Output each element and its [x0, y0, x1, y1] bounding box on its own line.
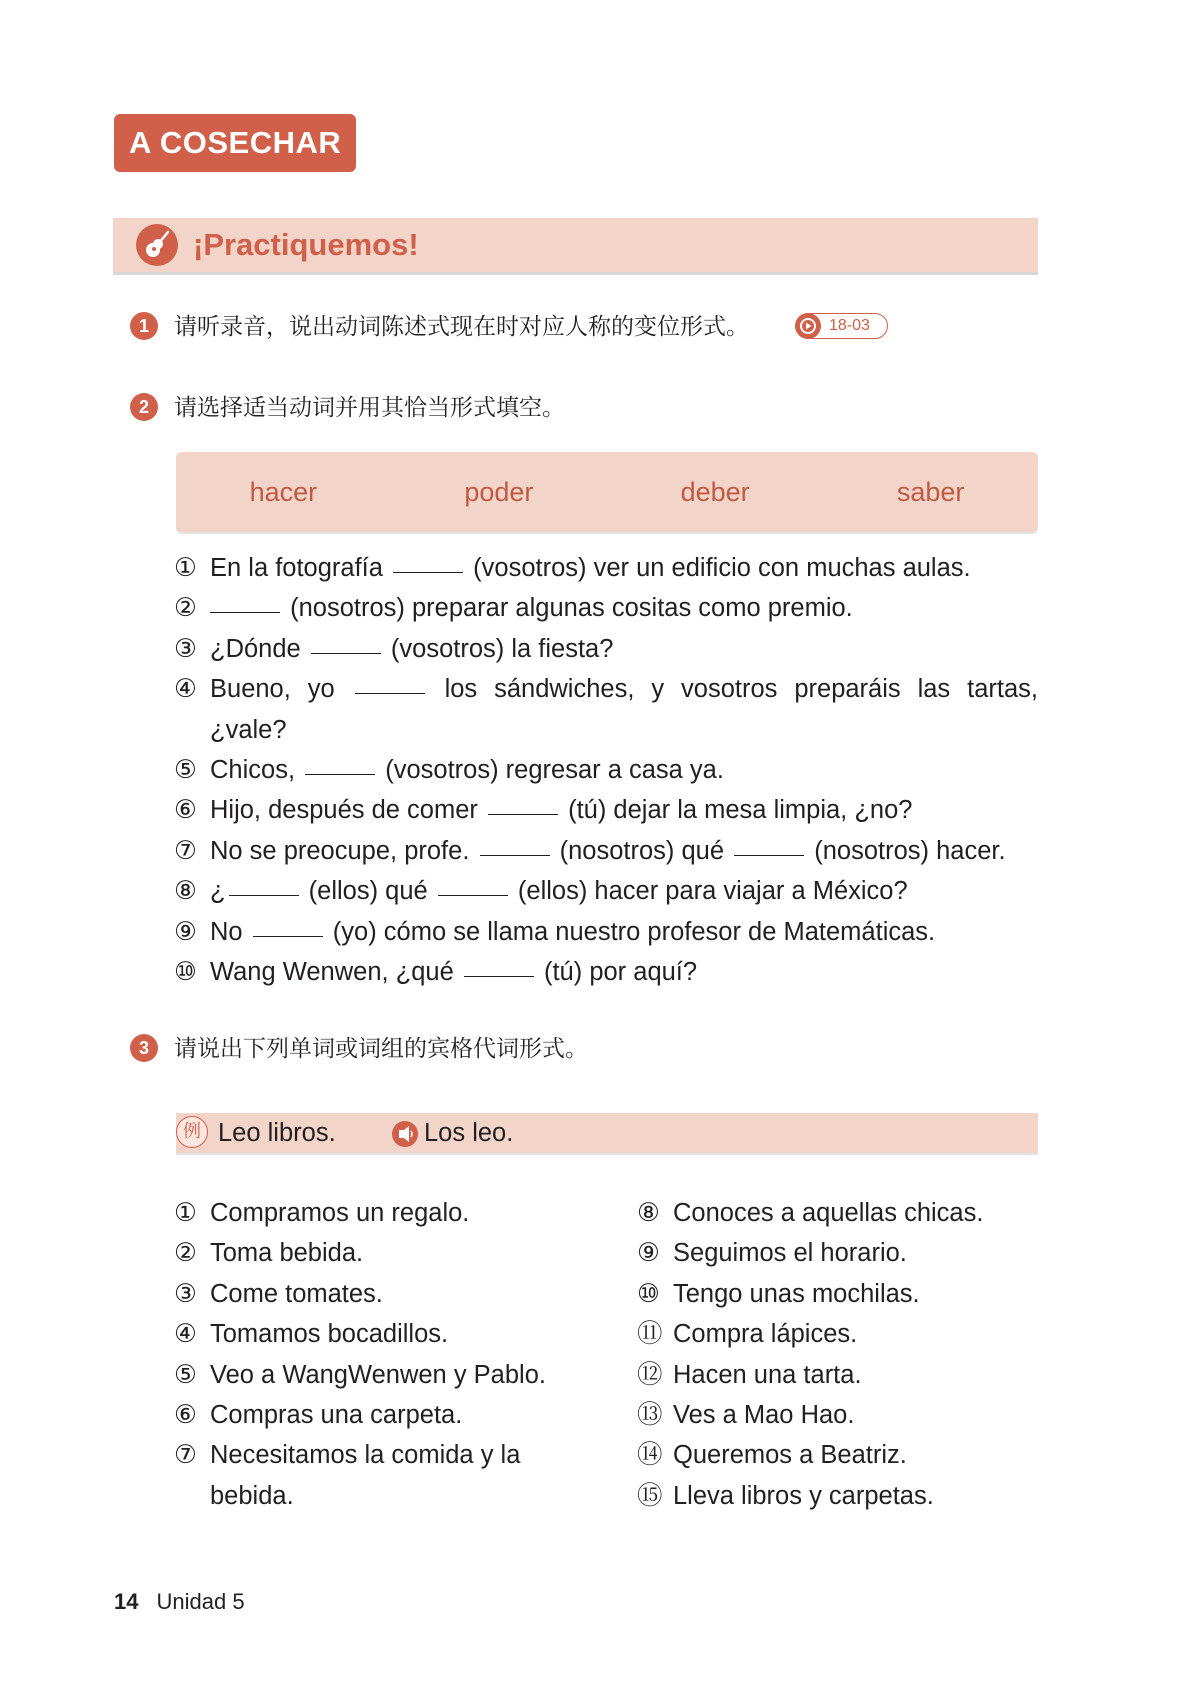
item-text: En la fotografía — [210, 554, 383, 582]
item-number: ⑧ — [637, 1199, 660, 1227]
answer-blank[interactable] — [438, 894, 508, 896]
item-text: Hacen una tarta. — [673, 1360, 862, 1389]
list-item — [637, 1193, 1037, 1233]
list-item — [174, 669, 1038, 750]
list-item — [637, 1355, 1037, 1395]
answer-blank[interactable] — [464, 975, 534, 977]
answer-blank[interactable] — [480, 854, 550, 856]
list-item — [174, 1193, 554, 1233]
item-text: (tú) dejar la mesa limpia, ¿no? — [568, 796, 913, 825]
question-text: 请听录音，说出动词陈述式现在时对应人称的变位形式。 — [174, 313, 749, 339]
guitar-icon — [136, 224, 178, 266]
item-number: ⑥ — [174, 1401, 197, 1430]
item-number: ② — [174, 1239, 197, 1268]
item-text: ¿ — [210, 877, 226, 906]
list-item — [174, 831, 1038, 871]
item-number: ⑦ — [174, 836, 197, 865]
audio-track-code: 18-03 — [829, 317, 870, 334]
answer-blank[interactable] — [305, 773, 375, 775]
list-item — [174, 1233, 554, 1273]
question-number: 2 — [130, 393, 158, 421]
play-icon — [795, 313, 821, 339]
item-number: ⑩ — [637, 1279, 660, 1308]
page-footer — [114, 1586, 245, 1618]
answer-blank[interactable] — [229, 894, 299, 896]
item-text: (vosotros) regresar a casa ya. — [385, 756, 724, 785]
item-number: ⑭ — [637, 1441, 663, 1470]
item-text: Tomamos bocadillos. — [210, 1320, 449, 1349]
page-number: 14 — [114, 1589, 139, 1614]
item-text: Veo a WangWenwen y Pablo. — [210, 1360, 546, 1389]
pronoun-list-left — [174, 1193, 554, 1516]
word-bank-item: poder — [464, 476, 534, 507]
example-sentence: Leo libros. — [218, 1119, 336, 1147]
item-text: (nosotros) qué — [559, 836, 725, 865]
item-text: (vosotros) la fiesta? — [390, 634, 614, 663]
item-number: ③ — [174, 634, 197, 663]
item-number: ① — [174, 1199, 197, 1227]
item-number: ⑧ — [174, 877, 197, 906]
list-item — [174, 588, 1038, 628]
item-text: Conoces a aquellas chicas. — [673, 1199, 984, 1227]
item-number: ⑪ — [637, 1320, 663, 1349]
list-item — [174, 952, 1038, 992]
item-text: Necesitamos la comida y la bebida. — [210, 1441, 521, 1510]
item-number: ③ — [174, 1279, 197, 1308]
list-item — [174, 1395, 554, 1435]
answer-icon — [392, 1121, 418, 1147]
item-number: ⑤ — [174, 756, 197, 785]
item-text: Lleva libros y carpetas. — [673, 1481, 934, 1510]
item-text: Compramos un regalo. — [210, 1199, 470, 1227]
item-text: Queremos a Beatriz. — [673, 1441, 907, 1470]
item-number: ⑥ — [174, 796, 197, 825]
word-bank-item: hacer — [249, 476, 318, 507]
answer-blank[interactable] — [210, 611, 280, 613]
answer-blank[interactable] — [253, 935, 323, 937]
answer-blank[interactable] — [355, 692, 425, 694]
item-text: Compras una carpeta. — [210, 1401, 463, 1430]
list-item — [637, 1435, 1037, 1475]
list-item — [637, 1476, 1037, 1516]
item-text: los sándwiches, y vosotros preparáis las tartas, — [444, 675, 1038, 704]
question-text: 请说出下列单词或词组的宾格代词形式。 — [174, 1035, 588, 1061]
item-number: ⑮ — [637, 1481, 663, 1510]
list-item — [174, 750, 1038, 790]
item-text: Wang Wenwen, ¿qué — [210, 958, 454, 987]
item-text: No — [210, 917, 243, 946]
answer-blank[interactable] — [734, 854, 804, 856]
practice-banner — [113, 218, 1038, 272]
fill-blank-list — [174, 548, 1038, 992]
item-number: ⑦ — [174, 1441, 197, 1470]
list-item — [637, 1395, 1037, 1435]
list-item — [174, 1274, 554, 1314]
answer-blank[interactable] — [488, 813, 558, 815]
item-text: (tú) por aquí? — [543, 958, 698, 987]
list-item — [174, 1314, 554, 1354]
item-number: ④ — [174, 675, 197, 704]
list-item — [174, 790, 1038, 830]
question-number: 1 — [130, 312, 158, 340]
item-number: ⑤ — [174, 1360, 197, 1389]
example-badge: 例 — [176, 1116, 208, 1148]
item-text: ¿Dónde — [210, 634, 301, 663]
item-text: (ellos) qué — [308, 877, 428, 906]
item-number: ② — [174, 594, 197, 623]
list-item — [637, 1233, 1037, 1273]
example-answer: Los leo. — [424, 1119, 514, 1147]
pronoun-list-right — [637, 1193, 1037, 1516]
word-bank — [176, 452, 1038, 532]
item-number: ⑨ — [174, 917, 197, 946]
section-tag: A COSECHAR — [114, 114, 356, 172]
list-item — [174, 1355, 554, 1395]
practice-title: ¡Practiquemos! — [193, 227, 419, 262]
list-item — [637, 1274, 1037, 1314]
item-text: (nosotros) hacer. — [814, 836, 1006, 865]
question-number: 3 — [130, 1034, 158, 1062]
item-text: Come tomates. — [210, 1279, 383, 1308]
item-text: Bueno, yo — [210, 675, 335, 704]
item-number: ⑨ — [637, 1239, 660, 1268]
list-item — [174, 912, 1038, 952]
list-item — [174, 548, 1038, 588]
item-text: Toma bebida. — [210, 1239, 364, 1268]
item-text: No se preocupe, profe. — [210, 836, 470, 865]
item-text: Hijo, después de comer — [210, 796, 478, 825]
item-text: Seguimos el horario. — [673, 1239, 907, 1268]
list-item — [174, 629, 1038, 669]
list-item — [174, 871, 1038, 911]
audio-track-button[interactable] — [796, 313, 888, 339]
item-text: Chicos, — [210, 756, 296, 785]
word-bank-item: deber — [680, 476, 750, 507]
item-text: (ellos) hacer para viajar a México? — [517, 877, 908, 906]
unit-label: Unidad 5 — [156, 1589, 245, 1614]
word-bank-item: saber — [896, 476, 965, 507]
item-text: ¿vale? — [210, 715, 287, 744]
item-number: ⑫ — [637, 1360, 663, 1389]
answer-blank[interactable] — [393, 571, 463, 573]
list-item — [637, 1314, 1037, 1354]
item-text: (yo) cómo se llama nuestro profesor de Matemáticas. — [332, 917, 936, 946]
item-text: Tengo unas mochilas. — [673, 1279, 920, 1308]
item-text: (vosotros) ver un edificio con muchas aulas. — [473, 554, 971, 582]
answer-blank[interactable] — [311, 652, 381, 654]
question-text: 请选择适当动词并用其恰当形式填空。 — [174, 394, 565, 420]
item-number: ⑬ — [637, 1401, 663, 1430]
list-item — [174, 1435, 550, 1516]
item-number: ⑩ — [174, 958, 197, 987]
item-number: ④ — [174, 1320, 197, 1349]
item-text: (nosotros) preparar algunas cositas como premio. — [290, 594, 853, 623]
item-number: ① — [174, 554, 197, 582]
example-bar — [176, 1113, 1038, 1153]
item-text: Compra lápices. — [673, 1320, 858, 1349]
item-text: Ves a Mao Hao. — [673, 1401, 855, 1430]
